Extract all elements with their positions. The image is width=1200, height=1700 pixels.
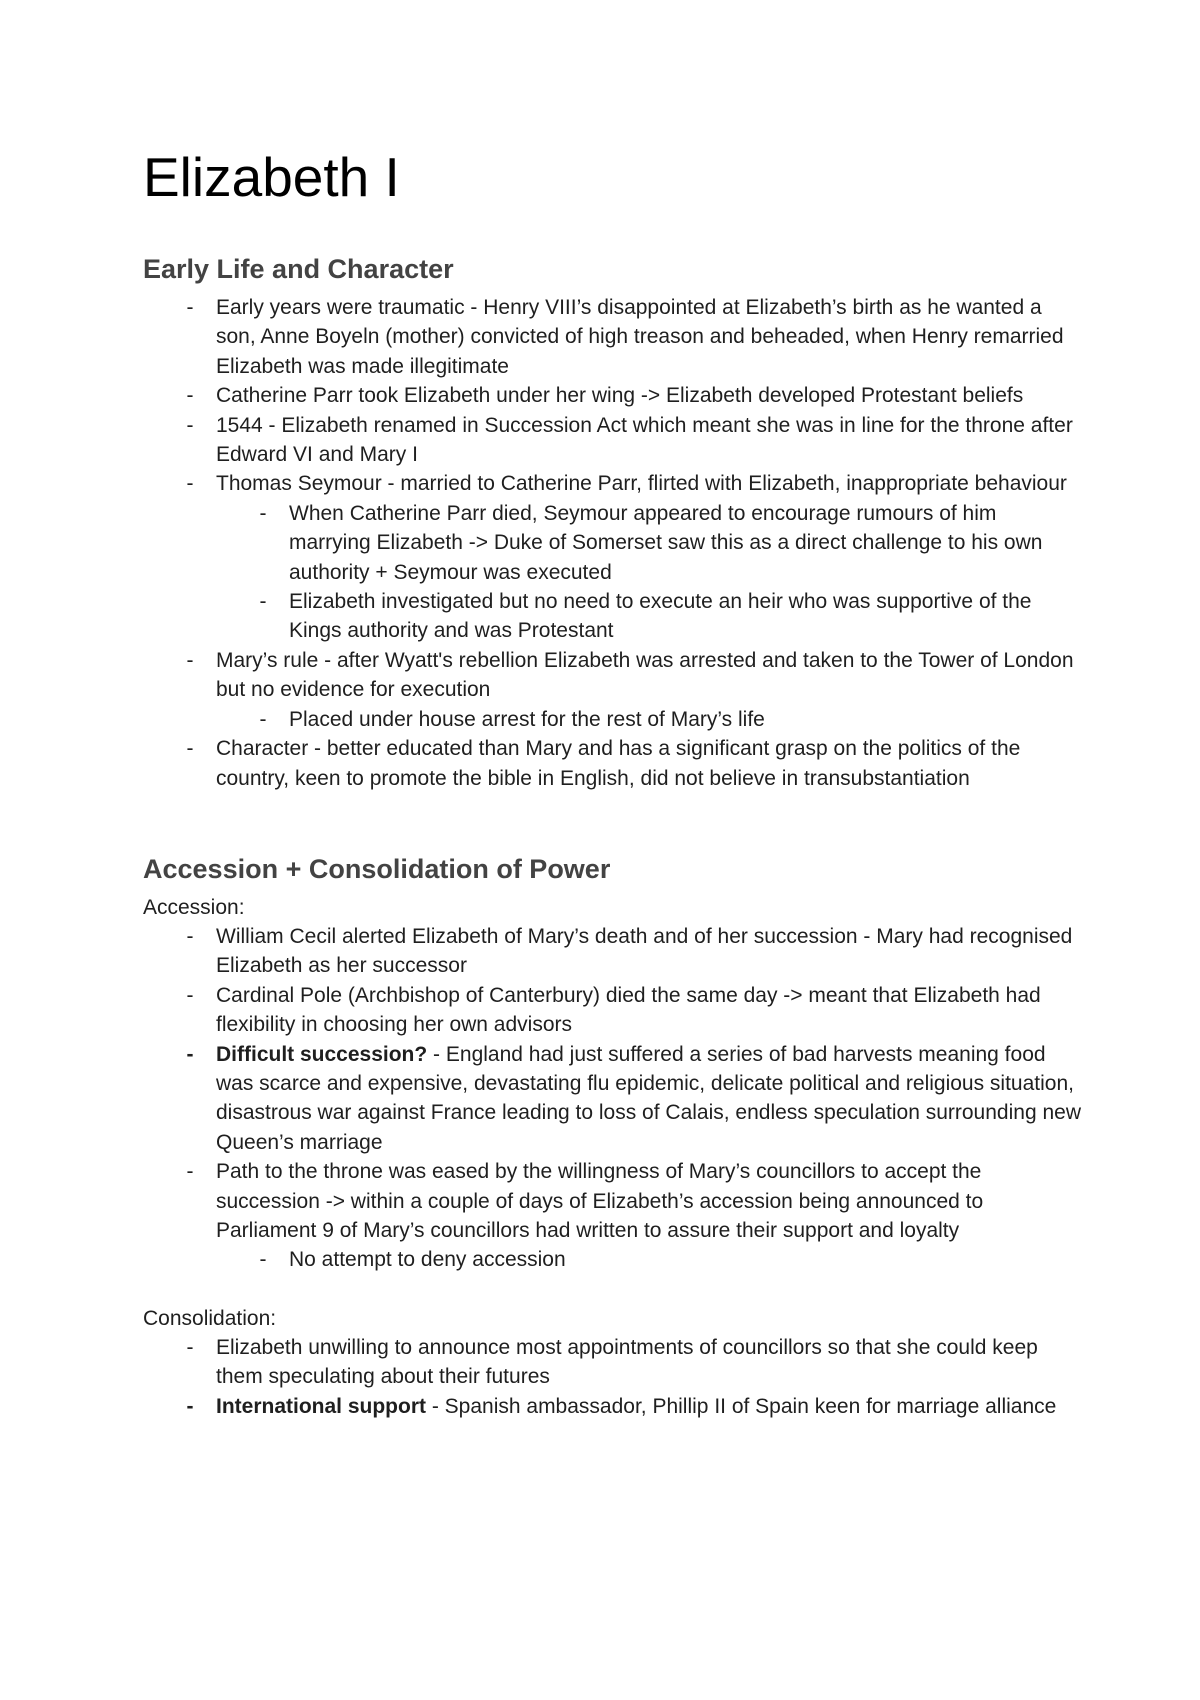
bold-lead-text: International support — [216, 1394, 426, 1418]
list-item — [143, 1392, 1083, 1421]
list-item-text: Mary’s rule - after Wyatt's rebellion Elizabeth was arrested and taken to the Tower of London but no evidence for execution — [216, 648, 1074, 702]
accession-list — [143, 922, 1083, 1275]
bullet-dash: - — [186, 737, 194, 761]
bullet-dash: - — [186, 1160, 194, 1184]
list-item-text: Elizabeth unwilling to announce most appointments of councillors so that she could keep them speculating about their futures — [216, 1335, 1038, 1389]
bullet-dash: - — [186, 1394, 194, 1418]
list-item-text: Placed under house arrest for the rest of Mary’s life — [289, 707, 765, 731]
bullet-dash: - — [186, 472, 194, 496]
document-title: Elizabeth I — [143, 146, 400, 208]
sub-list-item — [216, 1245, 1083, 1274]
accession-label: Accession: — [143, 895, 245, 919]
list-item-text: Path to the throne was eased by the willingness of Mary’s councillors to accept the succession -> within a couple of days of Elizabeth’s accession being announced to Parliament 9 of Mary’s councillors had written to assure their support and loyalty — [216, 1160, 984, 1242]
list-item — [143, 293, 1083, 381]
bullet-dash: - — [186, 924, 194, 948]
list-item — [143, 1040, 1083, 1158]
list-item-text: Elizabeth investigated but no need to execute an heir who was supportive of the Kings authority and was Protestant — [289, 590, 1032, 643]
list-item — [143, 1157, 1083, 1275]
sub-list-item — [216, 705, 1083, 734]
bullet-dash: - — [186, 296, 194, 319]
early-life-list — [143, 293, 1083, 793]
bullet-dash: - — [259, 1248, 267, 1272]
list-item-text: No attempt to deny accession — [289, 1248, 566, 1272]
bullet-dash: - — [259, 707, 267, 731]
list-item — [143, 981, 1083, 1040]
list-item-text: Thomas Seymour - married to Catherine Parr, flirted with Elizabeth, inappropriate behaviour — [216, 472, 1067, 496]
section-heading-accession: Accession + Consolidation of Power — [143, 853, 611, 884]
list-item-text: - England had just suffered a series of bad harvests meaning food was scarce and expensive, devastating flu epidemic, delicate political and religious situation, disastrous war against France leading to loss of Calais, endless speculation surrounding new Queen’s marriage — [216, 1042, 1081, 1154]
consolidation-list — [143, 1333, 1083, 1421]
list-item — [143, 411, 1083, 470]
list-item-text: Cardinal Pole (Archbishop of Canterbury) died the same day -> meant that Elizabeth had flexibility in choosing her own advisors — [216, 983, 1041, 1037]
list-item — [143, 469, 1083, 645]
list-item — [143, 922, 1083, 981]
bullet-dash: - — [186, 384, 194, 408]
mary-sublist — [216, 705, 1083, 734]
list-item — [143, 734, 1083, 793]
bullet-dash: - — [186, 1042, 194, 1066]
sub-list-item — [216, 587, 1083, 646]
list-item-text: Character - better educated than Mary and has a significant grasp on the politics of the country, keen to promote the bible in English, did not believe in transubstantiation — [216, 737, 1021, 790]
list-item-text: When Catherine Parr died, Seymour appeared to encourage rumours of him marrying Elizabeth -> Duke of Somerset saw this as a direct challenge to his own authority + Seymour was executed — [289, 501, 1043, 584]
list-item-text: Catherine Parr took Elizabeth under her wing -> Elizabeth developed Protestant beliefs — [216, 384, 1024, 408]
bullet-dash: - — [186, 1335, 194, 1359]
list-item-text: William Cecil alerted Elizabeth of Mary’s death and of her succession - Mary had recognised Elizabeth as her successor — [216, 924, 1073, 978]
seymour-sublist — [216, 499, 1083, 646]
bullet-dash: - — [259, 590, 267, 614]
section-heading-early-life: Early Life and Character — [143, 254, 454, 284]
document-body — [143, 145, 1083, 1421]
bullet-dash: - — [186, 648, 194, 672]
bullet-dash: - — [186, 983, 194, 1007]
list-item — [143, 381, 1083, 410]
bold-lead-text: Difficult succession? — [216, 1042, 428, 1066]
list-item-text: Early years were traumatic - Henry VIII’s disappointed at Elizabeth’s birth as he wanted a son, Anne Boyeln (mother) convicted of high treason and beheaded, when Henry remarried Elizabeth was made illegitimate — [216, 296, 1064, 378]
list-item — [143, 646, 1083, 734]
list-item-text: - Spanish ambassador, Phillip II of Spain keen for marriage alliance — [426, 1394, 1057, 1418]
list-item-text: 1544 - Elizabeth renamed in Succession Act which meant she was in line for the throne after Edward VI and Mary I — [216, 413, 1073, 467]
consolidation-label: Consolidation: — [143, 1306, 277, 1330]
sub-list-item — [216, 499, 1083, 587]
accession-sublist — [216, 1245, 1083, 1274]
list-item — [143, 1333, 1083, 1392]
bullet-dash: - — [186, 413, 194, 437]
bullet-dash: - — [259, 501, 267, 525]
